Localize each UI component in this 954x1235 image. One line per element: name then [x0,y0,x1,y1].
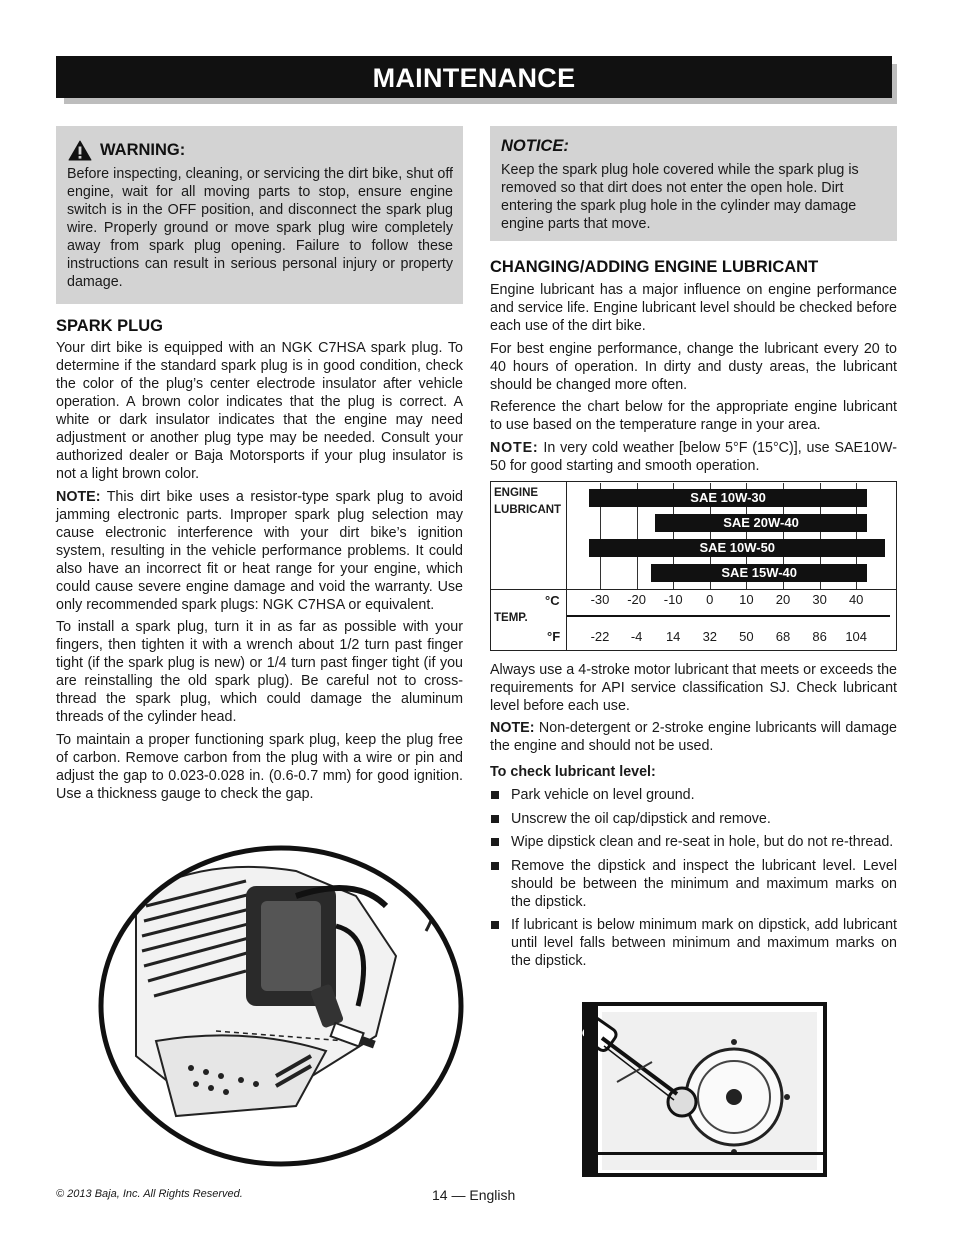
note-text: Non-detergent or 2-stroke engine lubricants will damage the engine and should not be used. [490,720,897,754]
note-text: In very cold weather [below 5°F (15°C)], use SAE10W-50 for good starting and smooth operation. [490,439,897,474]
check-step-item [490,810,897,828]
check-step-item [490,916,897,970]
lubricant-range-bar: SAE 20W-40 [655,514,867,532]
fahrenheit-tick-label: 68 [775,628,791,644]
lubricant-paragraph-2: For best engine performance, change the lubricant every 20 to 40 hours of operation. In dirty and dusty areas, the lubricant should be changed more often. [490,340,897,393]
dipstick-illustration [582,1002,827,1177]
right-column [490,126,897,976]
warning-box [56,126,463,304]
lubricant-temperature-chart [490,481,897,651]
spark-plug-paragraph-1: Your dirt bike is equipped with an NGK C7HSA spark plug. To determine if the standard spark plug is in good condition, check the color of the plug’s center electrode insulator after vehicle operation. A brown color indicates that the plug is correct. A white or dark insulator indicates that the engine may need adjustment or another plug type may be needed. Consult your authorized dealer or Baja Motorsports if your plug insulator is not a light brown color. [56,340,463,482]
check-step-text: Remove the dipstick and inspect the lubricant level. Level should be between the minimum and maximum marks on the dipstick. [511,857,897,910]
spark-plug-note [56,488,463,614]
lubricant-heading: CHANGING/ADDING ENGINE LUBRICANT [490,258,819,276]
bullet-square-icon [491,791,499,799]
check-step-text: Park vehicle on level ground. [511,787,695,803]
check-step-item [490,786,897,804]
celsius-tick-label: 20 [775,591,791,607]
fahrenheit-tick-label: -22 [590,628,610,644]
fahrenheit-tick-label: 104 [845,628,868,644]
celsius-tick-label: -10 [663,591,683,607]
lubricant-range-bar: SAE 15W-40 [651,564,867,582]
note-label: NOTE: [490,720,535,736]
bullet-square-icon [491,921,499,929]
warning-triangle-icon [68,140,92,161]
celsius-tick-label: -30 [590,591,610,607]
celsius-tick-label: -20 [627,591,646,607]
fahrenheit-tick-label: -4 [630,628,643,644]
note-label: NOTE: [56,488,101,505]
chart-divider-horizontal [491,589,896,590]
lubricant-note-2 [490,719,897,755]
spark-plug-heading: SPARK PLUG [56,317,163,335]
fahrenheit-tick-label: 32 [702,628,718,644]
warning-text: Before inspecting, cleaning, or servicing the dirt bike, shut off engine, wait for all moving parts to stop, ensure engine switch is in the OFF position, and disconnect the spark plug wire. Properly ground or move spark plug wire completely away from spark plug opening. Failure to follow these instructions can result in serious personal injury or property damage. [67,166,453,290]
fahrenheit-tick-label: 14 [665,628,681,644]
check-step-text: Unscrew the oil cap/dipstick and remove. [511,810,771,827]
spark-plug-paragraph-4: To maintain a proper functioning spark plug, keep the plug free of carbon. Remove carbon from the plug with a wire or pin and adjust the gap to 0.023-0.028 in. (0.6-0.7 mm) for good ignition. Use a thickness gauge to check the gap. [56,731,463,802]
celsius-tick-label: 30 [812,591,827,607]
fahrenheit-tick-label: 50 [739,628,754,644]
celsius-unit: °C [545,592,560,608]
check-step-item [490,857,897,911]
check-level-heading: To check lubricant level: [490,764,656,780]
spark-plug-paragraph-3: To install a spark plug, turn it in as far as possible with your fingers, then tighten it with a wrench about 1/2 turn past finger tight (if the spark plug is new) or 1/4 turn past finger tight (if you are reinstalling the old spark plug). Be careful not to cross-thread the spark plug, which could damage the aluminum threads of the cylinder head. [56,619,463,725]
temp-label: TEMP. [494,611,528,624]
chart-divider-vertical [566,482,567,650]
lubricant-paragraph-1: Engine lubricant has a major influence on engine performance and service life. Engine lubricant level should be checked before each use of the dirt bike. [490,282,897,334]
temperature-scale-line [567,615,890,617]
lubricant-range-bar: SAE 10W-30 [589,489,867,507]
label-line-2: LUBRICANT [494,503,562,516]
note-text: This dirt bike uses a resistor-type spark plug to avoid jamming electronic parts. Improper spark plug selection may cause electronic interference with your dirt bike’s ignition system, resulting in the vehicle performance problems. It could also have an incorrect fit or heat range for your engine, which could cause severe engine damage and void the warranty. Use only recommended spark plugs: NGK C7HSA or equivalent. [56,488,463,613]
bullet-square-icon [491,815,499,823]
fahrenheit-tick-label: 86 [812,628,827,644]
warning-header [68,140,453,161]
lubricant-paragraph-4: Always use a 4-stroke motor lubricant that meets or exceeds the requirements for API service classification SJ. Check lubricant level before each use. [490,661,897,714]
lubricant-paragraph-3: Reference the chart below for the appropriate engine lubricant to use based on the temperature range in your area. [490,399,897,433]
celsius-tick-label: 10 [739,591,754,607]
warning-title: WARNING: [100,141,186,159]
page-number: 14 — English [432,1187,516,1203]
check-step-text: Wipe dipstick clean and re-seat in hole, but do not re-thread. [511,834,894,850]
lubricant-range-bar: SAE 10W-50 [589,539,885,557]
notice-title: NOTICE: [501,137,569,155]
check-step-item [490,833,897,851]
bullet-square-icon [491,862,499,870]
copyright-text: © 2013 Baja, Inc. All Rights Reserved. [56,1188,243,1200]
engine-lubricant-label [494,485,561,519]
check-step-text: If lubricant is below minimum mark on dipstick, add lubricant until level falls between minimum and maximum marks on the dipstick. [511,917,897,969]
lubricant-note-1 [490,439,897,475]
left-column [56,126,463,807]
note-label: NOTE: [490,439,539,456]
notice-box [490,126,897,241]
notice-text: Keep the spark plug hole covered while the spark plug is removed so that dirt does not enter the open hole. Dirt entering the spark plug hole in the cylinder may damage engine parts that move. [501,162,859,232]
celsius-tick-label: 40 [848,591,864,607]
bullet-square-icon [491,838,499,846]
check-level-steps [490,786,897,970]
page-title: MAINTENANCE [56,56,892,98]
spark-plug-illustration [96,836,470,1170]
celsius-tick-label: 0 [706,591,714,607]
fahrenheit-unit: °F [547,628,561,644]
label-line-1: ENGINE [494,486,539,499]
